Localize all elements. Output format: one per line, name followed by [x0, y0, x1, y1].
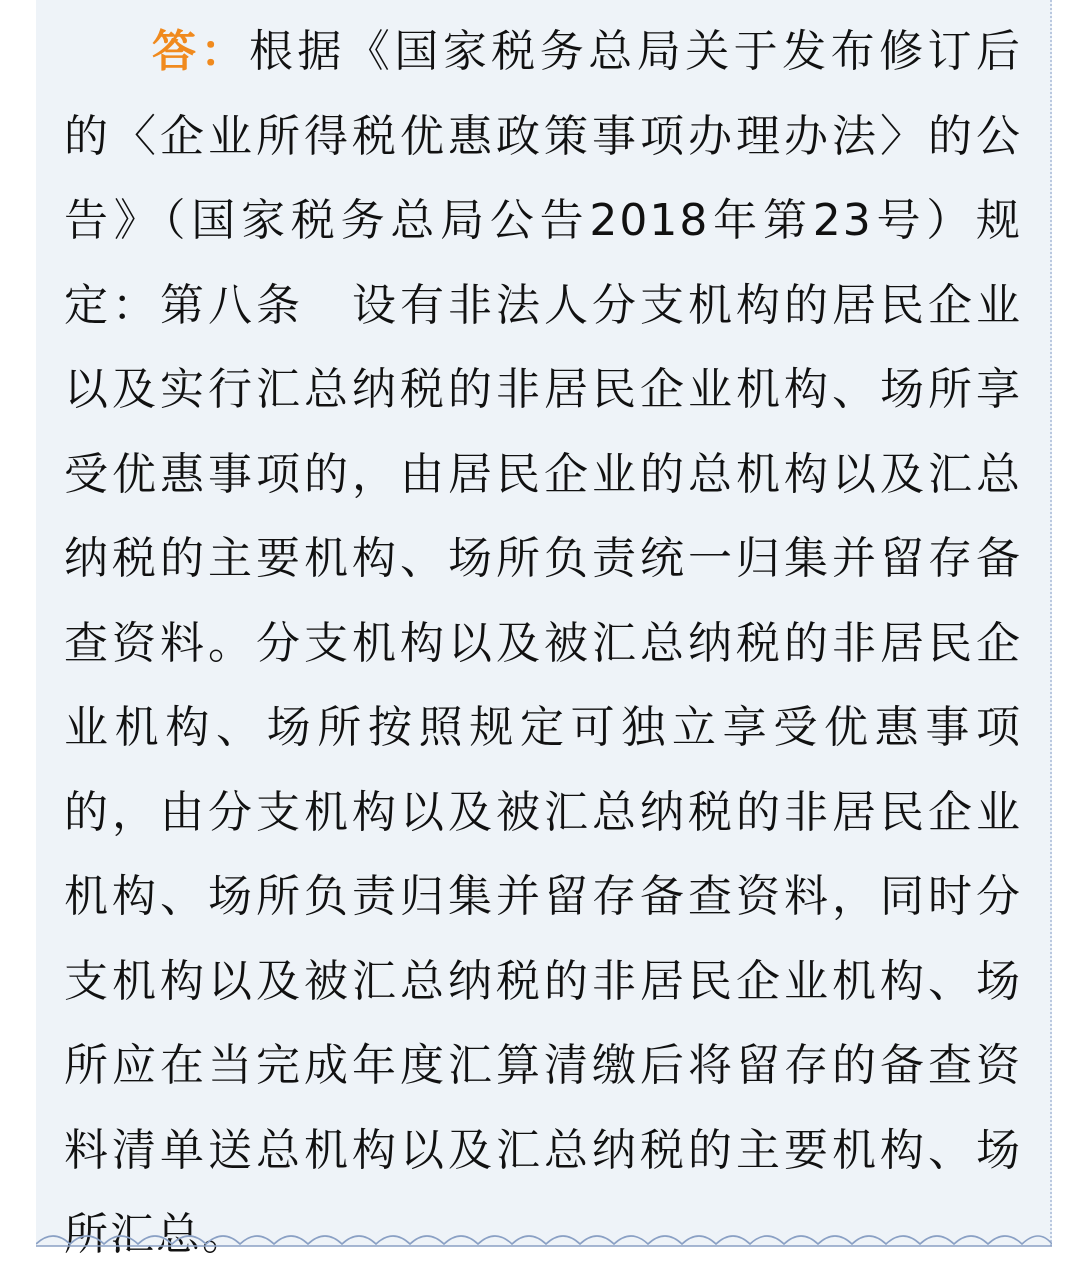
- answer-label: 答：: [152, 26, 249, 77]
- answer-body: 根据《国家税务总局关于发布修订后的〈企业所得税优惠政策事项办理办法〉的公告》（国家税务总局公告2018年第23号）规定：第八条 设有非法人分支机构的居民企业以及实行汇总纳税的非居民企业机构、场所享受优惠事项的，由居民企业的总机构以及汇总纳税的主要机构、场所负责统一归集并留存备查资料。分支机构以及被汇总纳税的非居民企业机构、场所按照规定可独立享受优惠事项的，由分支机构以及被汇总纳税的非居民企业机构、场所负责归集并留存备查资料，同时分支机构以及被汇总纳税的非居民企业机构、场所应在当完成年度汇算清缴后将留存的备查资料清单送总机构以及汇总纳税的主要机构、场所汇总。: [64, 26, 1023, 1260]
- answer-paragraph: [64, 10, 1022, 1278]
- wavy-bottom-border: [36, 1218, 1052, 1252]
- answer-card: [36, 0, 1052, 1260]
